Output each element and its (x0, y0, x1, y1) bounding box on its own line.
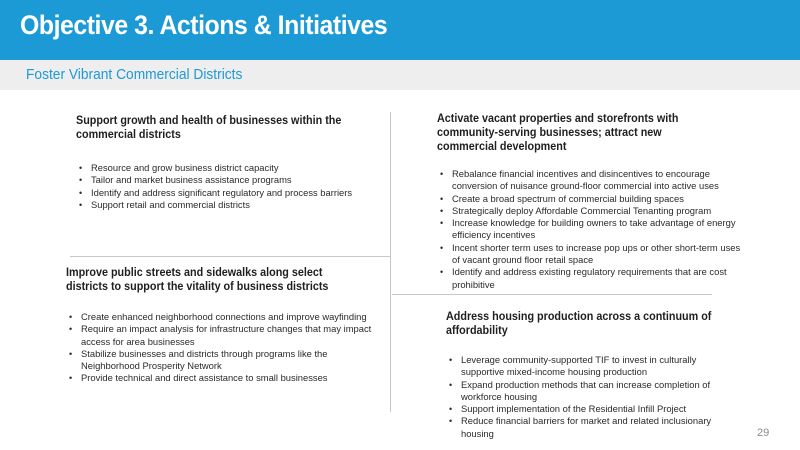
block-heading: Support growth and health of businesses within the commercial districts (76, 114, 342, 141)
bullet-item: • Stabilize businesses and districts through programs like the Neighborhood Prosperity Network (66, 348, 381, 373)
bullet-list (76, 162, 376, 211)
bullet-item: • Increase knowledge for building owners to take advantage of energy efficiency incentives (437, 217, 742, 242)
bullet-list (66, 311, 381, 385)
bullet-item: • Create enhanced neighborhood connections and improve wayfinding (66, 311, 381, 323)
bullet-item: • Leverage community-supported TIF to invest in culturally supportive mixed-income housing production (446, 354, 741, 379)
bullet-item: • Require an impact analysis for infrastructure changes that may impact access for area businesses (66, 323, 381, 348)
bullet-item: • Identify and address existing regulatory requirements that are cost prohibitive (437, 266, 742, 291)
streets-sidewalks-block (66, 266, 381, 385)
right-horizontal-divider (392, 294, 712, 295)
page-number: 29 (757, 427, 770, 439)
bullet-item: • Provide technical and direct assistance to small businesses (66, 372, 381, 384)
subtitle-band (0, 60, 800, 90)
block-heading: Address housing production across a continuum of affordability (446, 310, 712, 337)
bullet-item: • Resource and grow business district capacity (76, 162, 376, 174)
bullet-item: • Reduce financial barriers for market and related inclusionary housing (446, 415, 741, 440)
business-growth-block (76, 114, 376, 211)
block-heading: Activate vacant properties and storefronts with community-serving businesses; attract new commercial development (437, 112, 679, 153)
slide-subtitle: Foster Vibrant Commercial Districts (26, 67, 243, 83)
slide-title: Objective 3. Actions & Initiatives (20, 10, 388, 40)
vertical-divider (390, 112, 391, 412)
vacant-properties-block (437, 112, 742, 291)
bullet-item: • Expand production methods that can increase completion of workforce housing (446, 379, 741, 404)
housing-production-block (446, 310, 741, 440)
block-heading: Improve public streets and sidewalks along select districts to support the vitality of business districts (66, 266, 329, 293)
bullet-item: • Strategically deploy Affordable Commercial Tenanting program (437, 205, 742, 217)
bullet-item: • Support implementation of the Residential Infill Project (446, 403, 741, 415)
bullet-list (446, 354, 741, 440)
bullet-list (437, 168, 742, 291)
title-bar (0, 0, 800, 60)
left-horizontal-divider (70, 256, 390, 257)
bullet-item: • Incent shorter term uses to increase pop ups or other short-term uses of vacant ground floor retail space (437, 242, 742, 267)
bullet-item: • Create a broad spectrum of commercial building spaces (437, 193, 742, 205)
bullet-item: • Rebalance financial incentives and disincentives to encourage conversion of nuisance ground-floor commercial into active uses (437, 168, 742, 193)
bullet-item: • Tailor and market business assistance programs (76, 174, 376, 186)
bullet-item: • Identify and address significant regulatory and process barriers (76, 187, 376, 199)
bullet-item: • Support retail and commercial districts (76, 199, 376, 211)
